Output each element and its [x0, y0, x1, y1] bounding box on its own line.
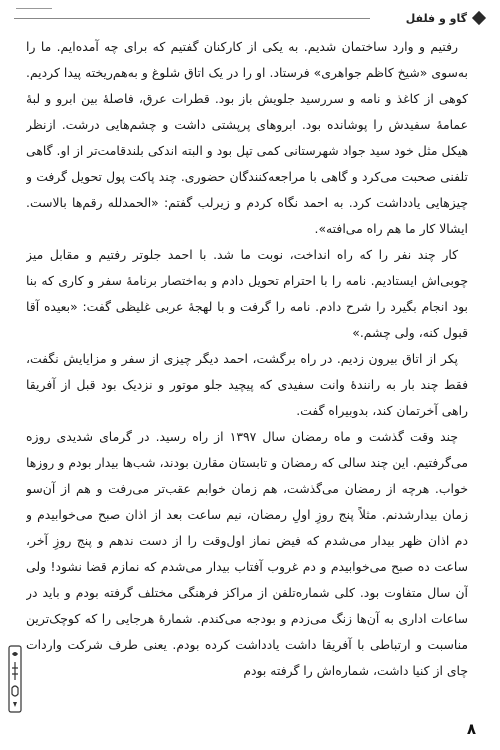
body-text	[26, 34, 468, 710]
running-header	[406, 8, 486, 28]
paragraph: رفتیم و وارد ساختمان شدیم. به یکی از کارکنان گفتیم که برای چه آمده‌ایم. ما را به‌سوی «شیخ کاظم جواهری» فرستاد. او را در یک اتاق شلوغ و به‌هم‌ریخته پیدا کردیم. کوهی از کاغذ و نامه و سررسید جلویش باز بود. قطرات عرق، فاصلهٔ بین ابرو و لبهٔ عمامهٔ سفیدش را پوشانده بود. ابروهای پرپشتی داشت و چشم‌هایی درشت. ازنظر هیکل مثل خود سید جواد شهرستانی کمی تپل بود و البته اندکی بلندقامت‌تر از او. گاهی تلفنی صحبت می‌کرد و گاهی با مراجعه‌کنندگان حضوری. چند پاکت پول تحویل گرفت و چیزهایی یادداشت کرد. به احمد نگاه کردم و زیرلب گفتم: «الحمدلله رقم‌ها بالاست. ایشالا کار ما هم راه می‌افته».	[26, 39, 468, 236]
publisher-seal-icon	[6, 644, 24, 714]
running-header-title: گاو و فلفل	[405, 11, 467, 25]
paragraph: چند وقت گذشت و ماه رمضان سال ۱۳۹۷ از راه رسید. در گرمای شدیدی روزه می‌گرفتیم. این چند سالی که رمضان و تابستان مقارن بودند، شب‌ها بیدار بودم و روزها خواب. هرچه از رمضان می‌گذشت، هم زمان خوابم عقب‌تر می‌رفت و هم از آن‌سو زمان بیدارشدنم. مثلاً پنج روزِ اولِ رمضان، نیم ساعت بعد از اذان صبح می‌خوابیدم و دم اذان ظهر بیدار می‌شدم که فیض نماز اول‌وقت را از دست ندهم و پنج روزِ آخر، ساعت ده صبح می‌خوابیدم و دم غروب آفتاب بیدار می‌شدم که نمازم قضا نشود! ولی آن سال متفاوت بود. کلی شماره‌تلفن از مراکز فرهنگی مختلف گرفته بودم و باید در ساعات اداری به آن‌ها زنگ می‌زدم و بودجه می‌کندم. شمارهٔ هرجایی را که کوچک‌ترین مناسبت و ارتباطی با آفریقا داشت یادداشت کرده بودم. یعنی طرف شرکت واردات چای از کنیا داشت، شماره‌اش را گرفته بودم	[26, 429, 468, 678]
corner-mark	[16, 8, 52, 19]
diamond-ornament-icon	[472, 11, 486, 25]
paragraph: کار چند نفر را که راه انداخت، نوبت ما شد. با احمد جلوتر رفتیم و مقابل میز چوبی‌اش ایستادیم. نامه را با احترام تحویل دادم و به‌اختصار برنامهٔ سفر و کاری که بنا بود انجام بگیرد را شرح دادم. نامه را گرفت و با لهجهٔ عربی غلیظی گفت: «بعیده آقا قبول کنه، ولی چشم.»	[26, 247, 468, 340]
header-rule	[14, 18, 370, 19]
page-number: ۸	[466, 720, 476, 738]
paragraph: پکر از اتاق بیرون زدیم. در راه برگشت، احمد دیگر چیزی از سفر و مزایایش نگفت، فقط چند بار به رانندهٔ وانت سفیدی که پیچید جلو موتور و نزدیک بود قبل از آفریقا راهی آخرتمان کند، بدوبیراه گفت.	[26, 351, 468, 418]
